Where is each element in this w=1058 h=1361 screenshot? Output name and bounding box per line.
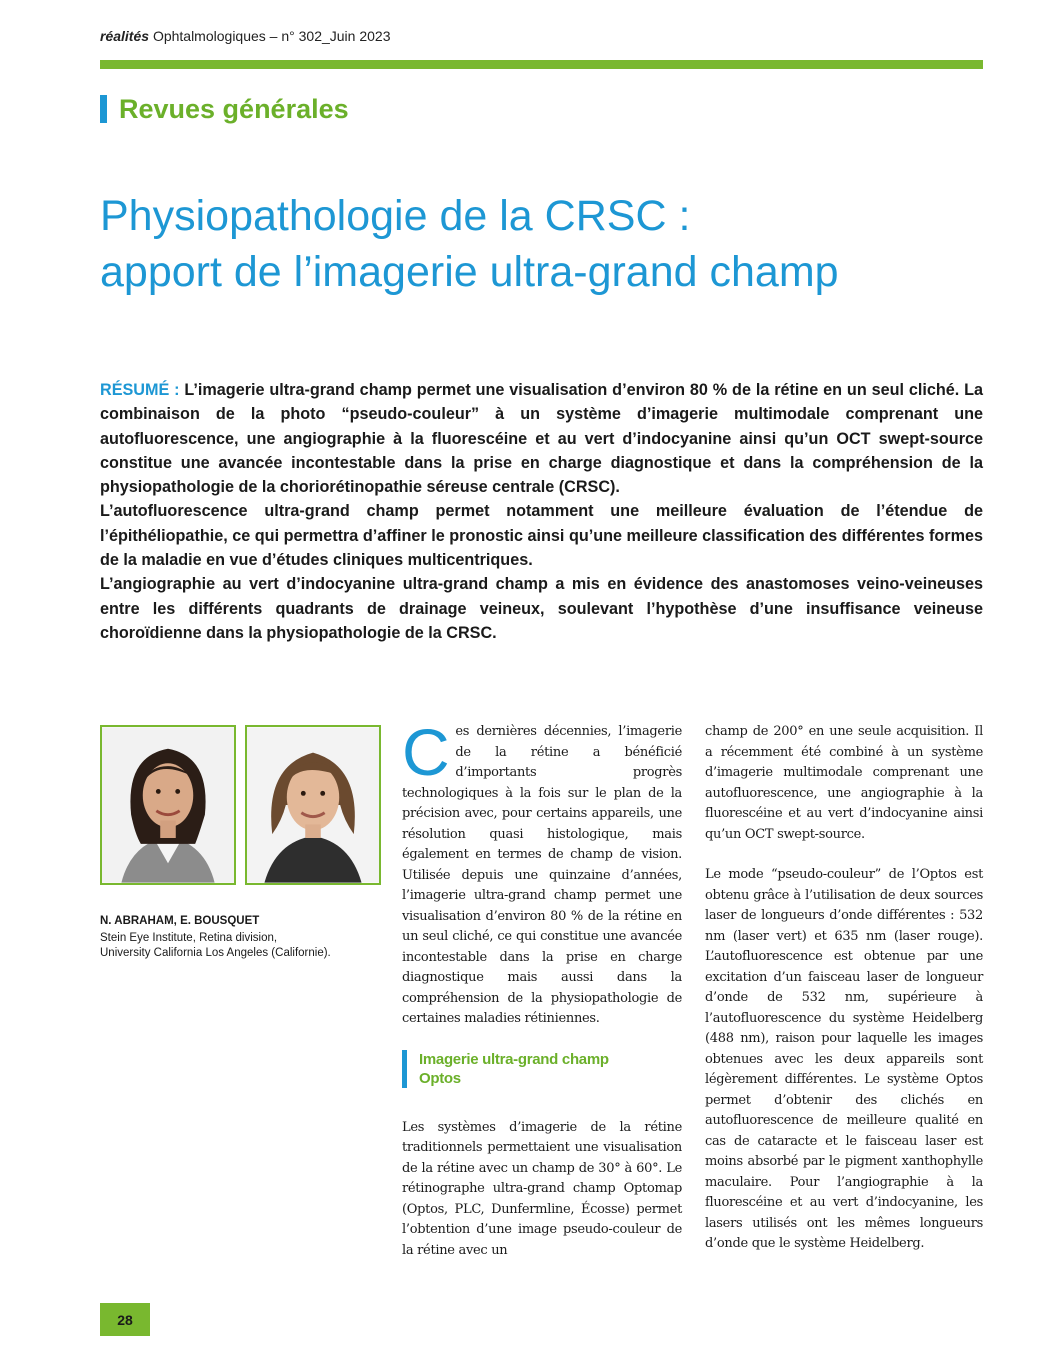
title-line-1: Physiopathologie de la CRSC :	[100, 192, 691, 240]
section-label	[100, 92, 349, 126]
author-names: N. ABRAHAM, E. BOUSQUET	[100, 915, 260, 927]
portrait-2-image	[247, 727, 379, 883]
subheading-bar	[402, 1050, 407, 1088]
page-number: 28	[100, 1303, 150, 1336]
intro-paragraph	[402, 715, 682, 1030]
abstract-paragraph-1	[100, 378, 983, 499]
abstract-paragraph-2: L’autofluorescence ultra-grand champ permet notamment une meilleure évaluation de l’étendue de l’épithéliopathie, ce qui permettra d’affiner le pronostic ainsi qu’une meilleure classification des différentes formes de la maladie en vue d’études cliniques multicentriques.	[100, 502, 983, 570]
optos-paragraph: Les systèmes d’imagerie de la rétine traditionnels permettaient une visualisation de la rétine avec un champ de 30° à 60°. Le rétinographe ultra-grand champ Optomap (Optos, PLC, Dunfermline, Écosse) permet l’obtention d’une image pseudo-couleur de la rétine avec un	[402, 1119, 682, 1258]
abstract-paragraph-3: L’angiographie au vert d’indocyanine ultra-grand champ a mis en évidence des anastomoses veino-veineuses entre les différents quadrants de drainage veineux, soulevant l’hypothèse d’une insuffisance veineuse choroïdienne dans la physiopathologie de la CRSC.	[100, 575, 983, 642]
journal-header	[100, 28, 391, 44]
affiliation-line-2: University California Los Angeles (Californie).	[100, 947, 331, 959]
intro-text: es dernières décennies, l’imagerie de la rétine a bénéficié d’importants progrès technologiques à la fois sur le plan de la précision avec, pour certains appareils, une résolution quasi histologique, mais également en termes de champ de vision. Utilisée depuis une quinzaine d’années, l’imagerie ultra-grand champ permet une visualisation d’environ 80 % de la rétine en un seul cliché, ce qui constitue une avancée incontestable dans la prise en charge diagnostique mais aussi dans la compréhension de la physiopathologie de certaines maladies rétiniennes.	[402, 724, 682, 1026]
portrait-1-image	[102, 727, 234, 883]
author-photo-abraham	[100, 725, 236, 885]
subheading-line-1: Imagerie ultra-grand champ	[419, 1050, 609, 1068]
column-3-paragraph-2: Le mode “pseudo-couleur” de l’Optos est obtenu grâce à l’utilisation de deux sources laser de longueurs d’onde différentes : 532 nm (laser vert) et 635 nm (laser rouge). L’autofluorescence est obtenue par une excitation d’un faisceau laser de longueur d’onde de 532 nm, supérieure à l’autofluorescence du système Heidelberg (488 nm), raison pour laquelle les images obtenues avec les deux appareils sont légèrement différentes. Le système Optos permet d’obtenir des clichés en autofluorescence de meilleure qualité en cas de cataracte et le faisceau laser est moins absorbé par le pigment xanthophylle maculaire. Pour l’angiographie à la fluorescéine et au vert d’indocyanine, les lasers utilisés ont les mêmes longueurs d’onde que le système Heidelberg.	[705, 867, 983, 1251]
column-3-paragraph-1: champ de 200° en une seule acquisition. Il a récemment été combiné à un système d’imagerie multimodale comprenant une autofluorescence, une angiographie à la fluorescéine et au vert d’indocyanine ainsi qu’un OCT swept-source.	[705, 724, 983, 842]
affiliation-line-1: Stein Eye Institute, Retina division,	[100, 932, 278, 944]
author-photo-bousquet	[245, 725, 381, 885]
section-bar	[100, 95, 107, 123]
abstract-text-1: L’imagerie ultra-grand champ permet une visualisation d’environ 80 % de la rétine en un seul cliché. La combinaison de la photo “pseudo-couleur” à un système d’imagerie multimodale comprenant une autofluorescence, une angiographie à la fluorescéine et au vert d’indocyanine ainsi qu’un OCT swept-source constitue une avancée incontestable dans la prise en charge diagnostique et dans la compréhension de la physiopathologie de la choriorétinopathie séreuse centrale (CRSC).	[100, 381, 984, 497]
title-line-2: apport de l’imagerie ultra-grand champ	[100, 248, 839, 296]
section-title: Revues générales	[119, 93, 349, 124]
subheading	[402, 1050, 682, 1088]
author-block	[100, 914, 360, 961]
journal-issue: Ophtalmologiques – n° 302_Juin 2023	[152, 28, 391, 44]
article-title	[100, 188, 980, 300]
body-column-2	[402, 715, 682, 1281]
subheading-line-2: Optos	[419, 1069, 461, 1087]
abstract-label: RÉSUMÉ :	[100, 381, 180, 399]
journal-brand: réalités	[100, 28, 150, 44]
body-column-3	[705, 722, 983, 1275]
subheading-text	[419, 1050, 609, 1088]
header-rule	[100, 60, 983, 69]
abstract	[100, 378, 983, 645]
drop-cap: C	[402, 715, 450, 789]
